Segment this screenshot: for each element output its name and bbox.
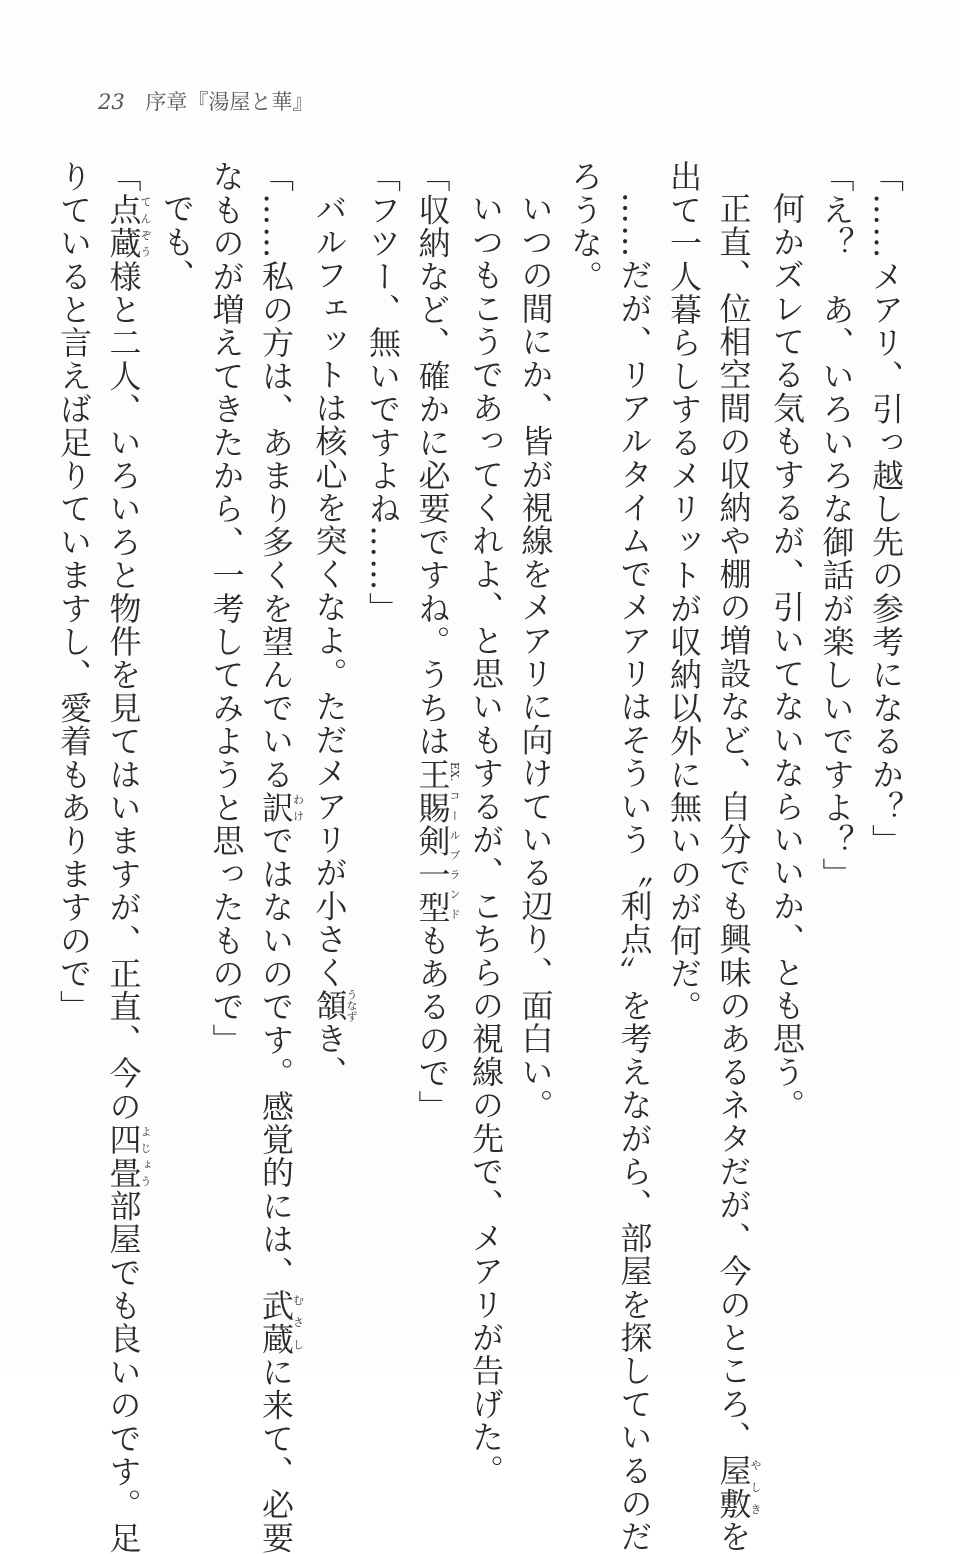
text-line: 「……メアリ、引っ越し先の参考になるか？」 [867, 160, 905, 858]
text-line: りていると言えば足りていますし、愛着もありますので」 [55, 160, 93, 1024]
ruby-reading: やしき [749, 1453, 762, 1521]
ruby-annotation: 屋敷やしき [714, 1453, 762, 1521]
text-line: 出て一人暮らしするメリットが収納以外に無いのが何だ。 [665, 160, 703, 1024]
text-line: ……だが、リアルタイムでメアリはそういう〝利点〟を考えながら、部屋を探しているのだ [615, 192, 654, 1554]
text-line: いつもこうであってくれよ、と思いもするが、こちらの視線の先で、メアリが告げた。 [467, 192, 505, 1487]
text-line: でも、 [158, 192, 196, 292]
ruby-reading: てんぞう [139, 193, 152, 260]
ruby-annotation: 訳わけ [257, 790, 305, 825]
ruby-reading: むさし [291, 1288, 305, 1356]
chapter-title: 序章『湯屋と華』 [145, 90, 314, 114]
ruby-reading: よじょう [139, 1122, 152, 1190]
text-line: いつの間にか、皆が視線をメアリに向けている辺り、面白い。 [516, 192, 555, 1122]
text-line: 正直、位相空間の収納や棚の増設など、自分でも興味のあるネタだが、今のところ、屋敷やしきを [714, 192, 762, 1554]
running-header [98, 86, 313, 116]
text-line: 「点蔵てんぞう様と二人、いろいろと物件を見てはいますが、正直、今の四畳よじょう部屋でも良いのです。足 [104, 160, 152, 1554]
text-line: ろうな。 [566, 160, 604, 293]
ruby-annotation: 四畳よじょう [104, 1122, 152, 1190]
ruby-reading: うなず [345, 988, 358, 1023]
ruby-annotation: 武蔵むさし [257, 1288, 305, 1356]
text-line: 「フツー、無いですよね……」 [364, 160, 402, 625]
ruby-annotation: 王賜剣一型EX.コールブランド [413, 757, 461, 924]
ruby-reading: EX.コールブランド [448, 757, 461, 924]
vertical-body-text [55, 160, 910, 1554]
text-line: バルフェットは核心を突くなよ。ただメアリが小さく頷うなずき、 [310, 192, 358, 1089]
text-line: 「……私の方は、あまり多くを望んでいる訳わけではないのです。感覚的には、武蔵むさしに来て、必要 [257, 160, 305, 1554]
ruby-reading: わけ [291, 790, 305, 825]
ruby-annotation: 頷うなず [310, 988, 358, 1023]
text-line: 「え？ あ、いろいろな御話が楽しいですよ？」 [817, 160, 856, 891]
ruby-annotation: 点蔵てんぞう [104, 193, 152, 260]
text-line: なものが増えてきたから、一考してみようと思ったもので」 [207, 160, 246, 1057]
text-line: 何かズレてる気もするが、引いてないならいいか、とも思う。 [768, 192, 806, 1122]
text-line: 「収納など、確かに必要ですね。うちは王賜剣一型EX.コールブランドもあるので」 [413, 160, 461, 1123]
page-number: 23 [98, 90, 125, 114]
